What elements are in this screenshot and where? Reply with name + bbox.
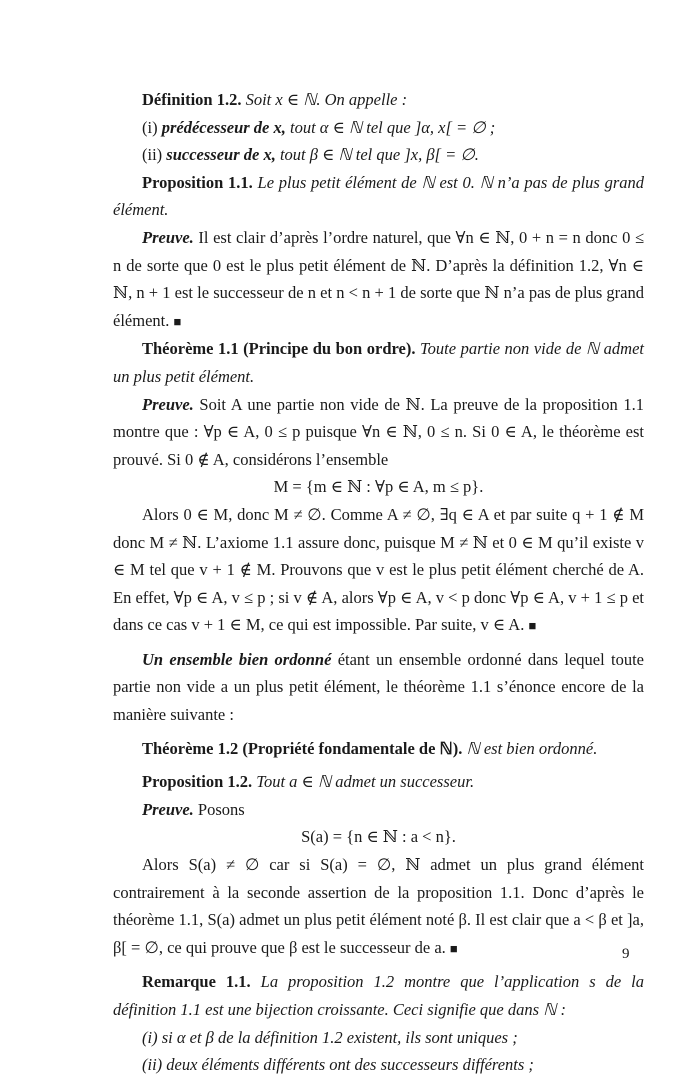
proof-proposition-1-2-continued bbox=[113, 851, 644, 962]
well-ordered-definition bbox=[113, 646, 644, 729]
theorem-heading: Théorème 1.2 (Propriété fondamentale de ℕ). bbox=[142, 738, 463, 758]
proof-label: Preuve. bbox=[142, 799, 194, 819]
proposition-1-2 bbox=[113, 768, 644, 796]
proof-proposition-1-2 bbox=[113, 796, 644, 824]
theorem-text: Toute partie non vide de ℕ admet un plus petit élément. bbox=[113, 339, 644, 386]
definition-1-2 bbox=[113, 86, 644, 114]
definition-intro: Soit x ∈ ℕ. On appelle : bbox=[241, 90, 408, 109]
proposition-heading: Proposition 1.2. bbox=[142, 772, 253, 792]
formula-set-s: S(a) = {n ∈ ℕ : a < n}. bbox=[301, 827, 456, 847]
end-of-proof-icon: ■ bbox=[449, 940, 458, 956]
definition-item-ii bbox=[113, 141, 644, 169]
item-text: tout β ∈ ℕ tel que ]x, β[ = ∅. bbox=[275, 145, 479, 165]
proof-theorem-1-1-continued bbox=[113, 501, 644, 640]
remark-item-ii: (ii) deux éléments différents ont des successeurs différents ; bbox=[142, 1055, 534, 1075]
definition-item-i bbox=[113, 114, 644, 142]
proof-text: Soit A une partie non vide de ℕ. La preuve de la proposition 1.1 montre que : ∀p ∈ A, 0 ≤ p puisque ∀n ∈ ℕ, 0 ≤ n. Si 0 ∈ A, le théorème est prouvé. Si 0 ∉ A, considérons l’ensemble bbox=[113, 394, 644, 469]
proof-text: Posons bbox=[193, 799, 245, 819]
proposition-1-1 bbox=[113, 169, 644, 224]
proof-proposition-1-1 bbox=[113, 224, 644, 335]
proof-text: Alors S(a) ≠ ∅ car si S(a) = ∅, ℕ admet un plus grand élément contrairement à la seconde assertion de la proposition 1.1. Donc d’après le théorème 1.1, S(a) admet un plus petit élément noté β. Il est clair que a < β et ]a, β[ = ∅, ce qui prouve que β est le successeur de a. bbox=[113, 855, 644, 957]
term-well-ordered: Un ensemble bien ordonné bbox=[142, 649, 332, 669]
term-predecessor: prédécesseur de x, bbox=[161, 117, 286, 137]
theorem-1-2 bbox=[113, 735, 644, 763]
definition-heading: Définition 1.2. bbox=[142, 90, 242, 109]
page-number: 9 bbox=[622, 946, 630, 962]
term-successor: successeur de x, bbox=[166, 145, 276, 165]
proof-text: Alors 0 ∈ M, donc M ≠ ∅. Comme A ≠ ∅, ∃q ∈ A et par suite q + 1 ∉ M donc M ≠ ℕ. L’axiome 1.1 assure donc, puisque M ≠ ℕ et 0 ∈ M qu’il existe v ∈ M tel que v + 1 ∉ M. Prouvons que v est le plus petit élément cherché de A. En effet, ∀p ∈ A, v ≤ p ; si v ∉ A, alors ∀p ∈ A, v < p donc ∀p ∈ A, v + 1 ≤ p et dans ce cas v + 1 ∈ M, ce qui est impossible. Par suite, v ∈ A. bbox=[113, 504, 644, 635]
end-of-proof-icon: ■ bbox=[528, 618, 537, 634]
paragraph-text: étant un ensemble ordonné dans lequel toute partie non vide a un plus petit élément, le théorème 1.1 s’énonce encore de la manière suivante : bbox=[113, 649, 644, 725]
proposition-heading: Proposition 1.1. bbox=[142, 172, 253, 192]
remark-item-i: (i) si α et β de la définition 1.2 existent, ils sont uniques ; bbox=[142, 1027, 518, 1047]
page-body bbox=[113, 86, 644, 1079]
proof-label: Preuve. bbox=[142, 394, 194, 414]
formula-set-m: M = {m ∈ ℕ : ∀p ∈ A, m ≤ p}. bbox=[273, 477, 484, 497]
theorem-1-1 bbox=[113, 335, 644, 390]
item-text: tout α ∈ ℕ tel que ]α, x[ = ∅ ; bbox=[285, 117, 496, 137]
remark-text: La proposition 1.2 montre que l’application s de la définition 1.1 est une bijection croissante. Ceci signifie que dans ℕ : bbox=[113, 972, 645, 1019]
theorem-heading: Théorème 1.1 (Principe du bon ordre). bbox=[142, 339, 416, 359]
proposition-text: Tout a ∈ ℕ admet un successeur. bbox=[252, 772, 475, 792]
remark-1-1 bbox=[113, 968, 644, 1023]
remark-heading: Remarque 1.1. bbox=[142, 972, 251, 992]
proof-label: Preuve. bbox=[142, 227, 194, 247]
item-number: (i) bbox=[142, 117, 162, 137]
end-of-proof-icon: ■ bbox=[173, 313, 182, 329]
proof-theorem-1-1 bbox=[113, 391, 644, 474]
proposition-text: Le plus petit élément de ℕ est 0. ℕ n’a pas de plus grand élément. bbox=[113, 172, 644, 220]
theorem-text: ℕ est bien ordonné. bbox=[462, 738, 598, 758]
proof-text: Il est clair d’après l’ordre naturel, que ∀n ∈ ℕ, 0 + n = n donc 0 ≤ n de sorte que 0 est le plus petit élément de ℕ. D’après la définition 1.2, ∀n ∈ ℕ, n + 1 est le successeur de n et n < n + 1 de sorte que ℕ n’a pas de plus grand élément. bbox=[113, 227, 644, 330]
item-number: (ii) bbox=[142, 145, 167, 165]
